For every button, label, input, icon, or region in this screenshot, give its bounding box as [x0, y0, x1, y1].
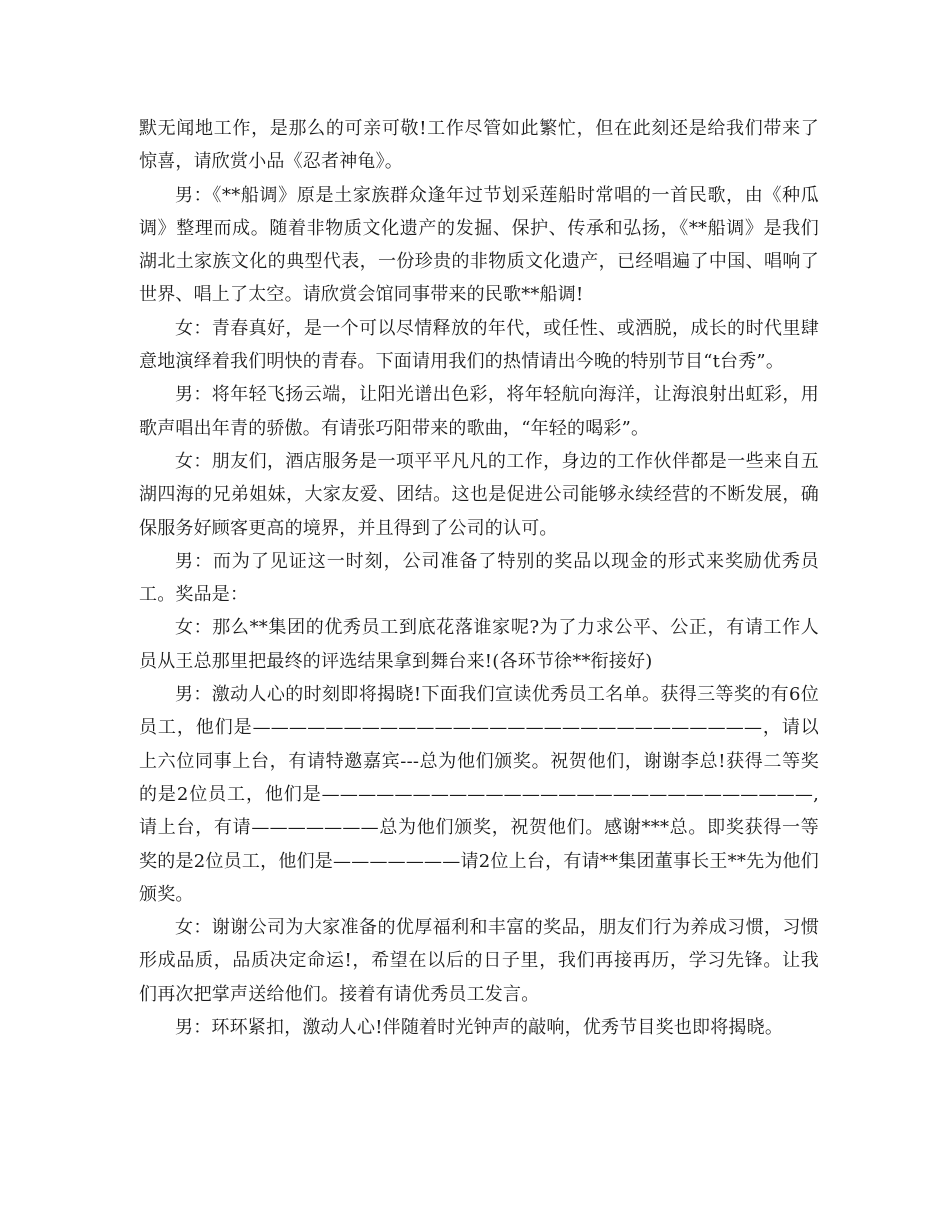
paragraph: 女：谢谢公司为大家准备的优厚福利和丰富的奖品，朋友们行为养成习惯，习惯形成品质，品质决定命运!，希望在以后的日子里，我们再接再历，学习先锋。让我们再次把掌声送给他们。接着有请优秀员工发言。 — [139, 917, 819, 1005]
paragraph: 女：青春真好，是一个可以尽情释放的年代，或任性、或洒脱，成长的时代里肆意地演绎着我们明快的青春。下面请用我们的热情请出今晚的特别节目“t台秀”。 — [139, 317, 819, 373]
paragraph: 女：那么**集团的优秀员工到底花落谁家呢?为了力求公平、公正，有请工作人员从王总那里把最终的评选结果拿到舞台来!(各环节徐**衔接好) — [139, 617, 819, 672]
paragraph: 男：环环紧扣，激动人心!伴随着时光钟声的敲响，优秀节目奖也即将揭晓。 — [175, 1017, 784, 1039]
paragraph: 男：而为了见证这一时刻，公司准备了特别的奖品以现金的形式来奖励优秀员工。奖品是： — [139, 550, 819, 606]
paragraph: 男：激动人心的时刻即将揭晓!下面我们宣读优秀员工名单。获得三等奖的有6位员工，他们是————————————————————————————，请以上六位同事上台，有请特邀嘉宾---总为他们颁奖。祝贺他们，谢谢李总!获得二等奖的是2位员工，他们是———————————————————————————,请上台，有请———————总为他们颁奖，祝贺他们。感谢***总。即奖获得一等奖的是2位员工，他们是———————请2位上台，有请**集团董事长王**先为他们颁奖。 — [139, 684, 819, 905]
document-body — [139, 112, 819, 1044]
paragraph: 默无闻地工作，是那么的可亲可敬!工作尽管如此繁忙，但在此刻还是给我们带来了惊喜，请欣赏小品《忍者神龟》。 — [139, 118, 819, 173]
paragraph: 男：《**船调》原是土家族群众逢年过节划采莲船时常唱的一首民歌，由《种瓜调》整理而成。随着非物质文化遗产的发掘、保护、传承和弘扬，《**船调》是我们湖北土家族文化的典型代表，一份珍贵的非物质文化遗产，已经唱遍了中国、唱响了世界、唱上了太空。请欣赏会馆同事带来的民歌**船调! — [139, 184, 819, 306]
paragraph: 男：将年轻飞扬云端，让阳光谱出色彩，将年轻航向海洋，让海浪射出虹彩，用歌声唱出年青的骄傲。有请张巧阳带来的歌曲，“年轻的喝彩”。 — [139, 384, 819, 439]
paragraph: 女：朋友们，酒店服务是一项平平凡凡的工作，身边的工作伙伴都是一些来自五湖四海的兄弟姐妹，大家友爱、团结。这也是促进公司能够永续经营的不断发展，确保服务好顾客更高的境界，并且得到了公司的认可。 — [139, 450, 819, 539]
